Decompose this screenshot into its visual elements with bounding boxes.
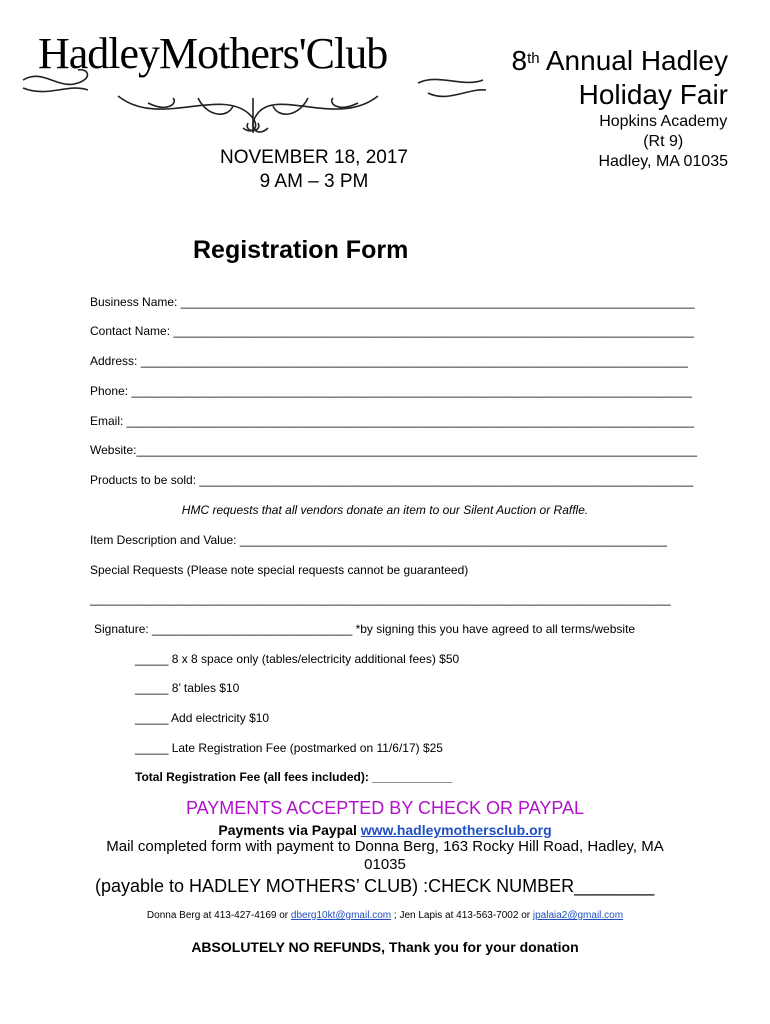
mail-line-1: Mail completed form with payment to Donna Berg, 163 Rocky Hill Road, Hadley, MA [106,838,664,855]
contact-name-field[interactable]: Contact Name: ______________________________________________________________________________ [90,324,694,338]
contact-info [0,910,770,921]
special-requests-line[interactable]: _______________________________________________________________________________________ [90,592,671,606]
event-date-time [195,146,433,194]
option-electricity[interactable]: _____ Add electricity $10 [135,711,270,725]
option-late-fee[interactable]: _____ Late Registration Fee (postmarked on 11/6/17) $25 [135,741,443,755]
event-location [598,112,728,172]
option-tables[interactable]: _____ 8’ tables $10 [135,681,240,695]
special-requests-label: Special Requests (Please note special requests cannot be guaranteed) [90,563,469,577]
signature-field[interactable]: Signature: ______________________________ *by signing this you have agreed to all terms/website [94,622,636,636]
mail-line-2: 01035 [364,856,406,873]
venue-name: Hopkins Academy [599,113,728,130]
event-date: NOVEMBER 18, 2017 [220,147,408,168]
title-rest: Annual Hadley [539,45,728,76]
club-logo-text: HadleyMothers'Club [38,29,388,78]
no-refunds-notice: ABSOLUTELY NO REFUNDS, Thank you for your donation [191,939,579,955]
form-title: Registration Form [193,236,409,264]
business-name-field[interactable]: Business Name: _____________________________________________________________________________ [90,295,695,309]
venue-route: (Rt 9) [643,133,684,150]
email-link-dberg[interactable]: dberg10kt@gmail.com [290,910,392,921]
event-time: 9 AM – 3 PM [259,171,369,192]
products-field[interactable]: Products to be sold: __________________________________________________________________________ [90,473,694,487]
event-title-line2: Holiday Fair [578,79,728,110]
email-field[interactable]: Email: _____________________________________________________________________________________ [90,414,694,428]
address-field[interactable]: Address: __________________________________________________________________________________ [90,354,688,368]
website-field[interactable]: Website:____________________________________________________________________________________ [90,443,698,457]
option-space-only[interactable]: _____ 8 x 8 space only (tables/electricity additional fees) $50 [135,652,460,666]
website-link[interactable]: www.hadleymothersclub.org [360,822,552,838]
paypal-label: Payments via Paypal [218,822,361,838]
contact-a: Donna Berg at 413-427-4169 or [146,910,291,921]
event-title [512,44,728,112]
payment-heading: PAYMENTS ACCEPTED BY CHECK OR PAYPAL [185,798,585,818]
paypal-line [0,822,770,838]
event-title-line1 [512,44,728,78]
mail-instructions [100,838,670,874]
venue-town: Hadley, MA 01035 [598,153,728,170]
check-payable-line[interactable]: (payable to HADLEY MOTHERS’ CLUB) :CHECK NUMBER________ [95,876,655,896]
email-link-jpalaia[interactable]: jpalaia2@gmail.com [532,910,624,921]
auction-note: HMC requests that all vendors donate an item to our Silent Auction or Raffle. [181,503,589,517]
contact-b: ; Jen Lapis at 413-563-7002 or [391,910,533,921]
phone-field[interactable]: Phone: ____________________________________________________________________________________ [90,384,692,398]
total-fee[interactable]: Total Registration Fee (all fees included): ____________ [135,770,453,784]
item-description-field[interactable]: Item Description and Value: ________________________________________________________________ [90,533,667,547]
title-ordinal-suffix: th [527,50,540,67]
title-ordinal: 8 [511,45,528,76]
